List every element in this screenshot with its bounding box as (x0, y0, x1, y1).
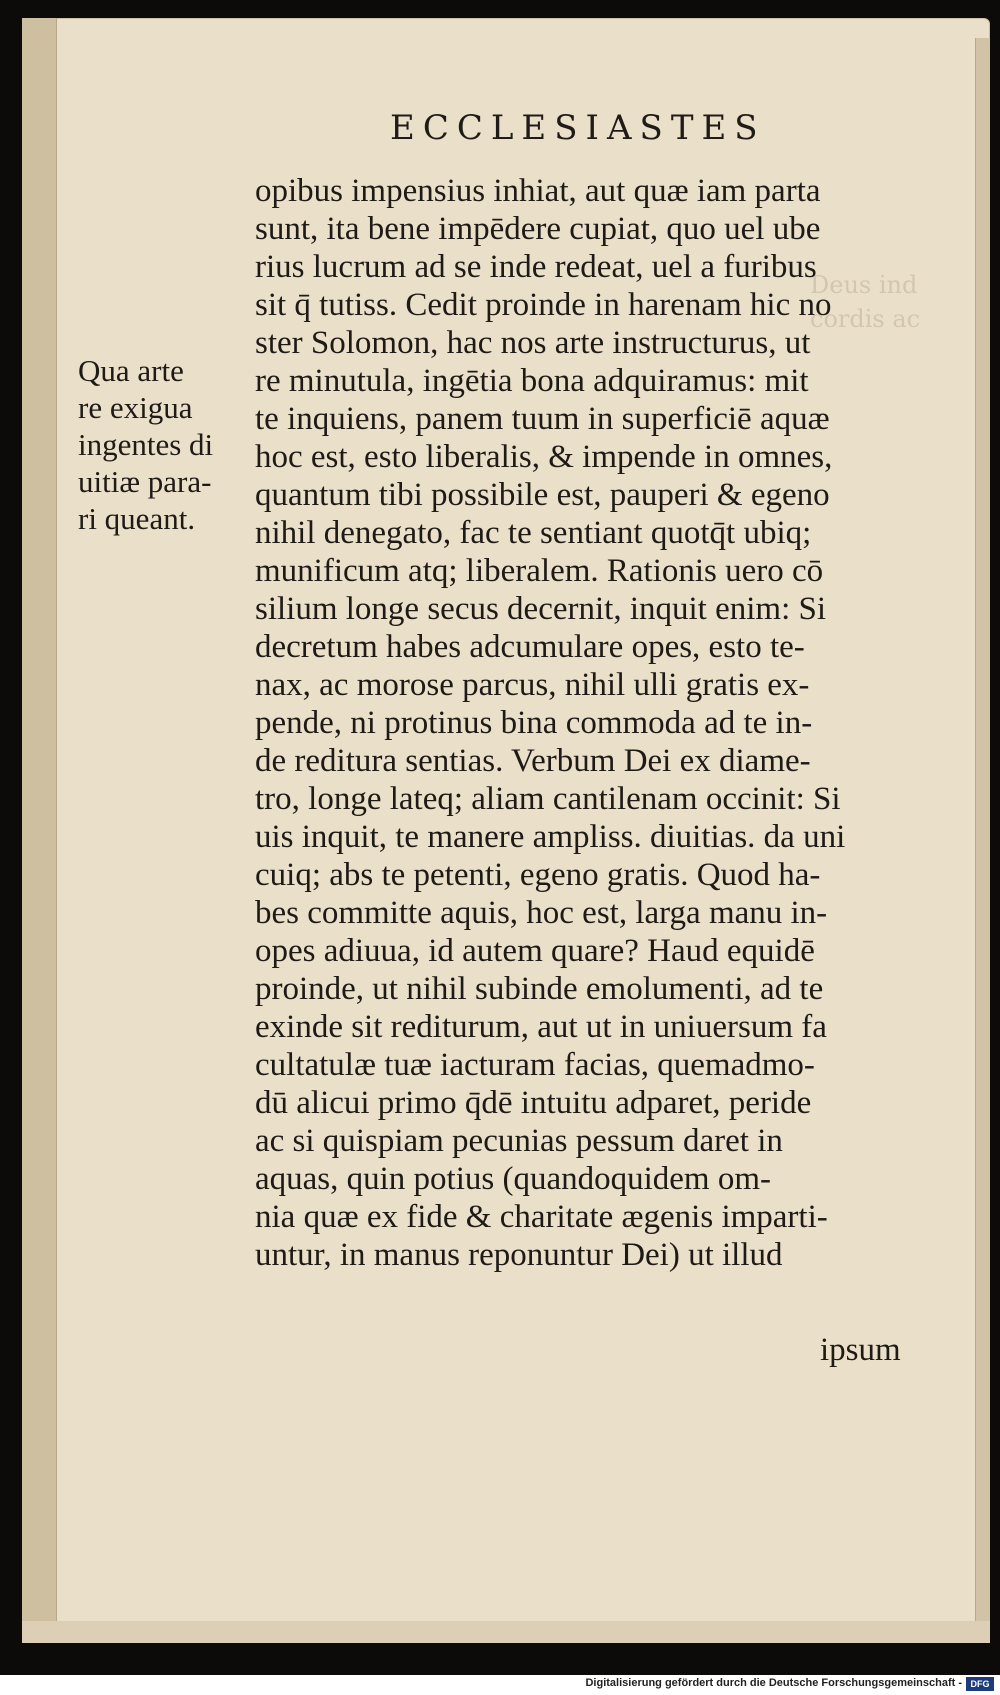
text-line: bes committe aquis, hoc est, larga manu in- (255, 895, 828, 931)
margin-line: Qua arte (78, 353, 184, 388)
marginal-note (78, 352, 248, 537)
text-line: quantum tibi possibile est, pauperi & egeno (255, 477, 830, 513)
ghost-line: Deus ind (810, 271, 918, 299)
text-line: aquas, quin potius (quandoquidem om- (255, 1161, 772, 1197)
text-line: opibus impensius inhiat, aut quæ iam parta (255, 173, 821, 209)
body-text (255, 172, 945, 1274)
page-edge (975, 38, 990, 1623)
text-line: nia quæ ex fide & charitate ægenis imparti- (255, 1199, 828, 1235)
text-line: nihil denegato, fac te sentiant quotq̄t ubiq; (255, 515, 812, 551)
text-line: opes adiuua, id autem quare? Haud equidē (255, 933, 815, 969)
funding-credit: Digitalisierung gefördert durch die Deutsche Forschungsgemeinschaft - (585, 1677, 962, 1689)
text-line: decretum habes adcumulare opes, esto te- (255, 629, 805, 665)
text-line: munificum atq; liberalem. Rationis uero cō (255, 553, 824, 589)
text-line: proinde, ut nihil subinde emolumenti, ad te (255, 971, 824, 1007)
text-line: exinde sit rediturum, aut ut in uniuersum fa (255, 1009, 827, 1045)
footer-bar (0, 1675, 1000, 1695)
text-line: pende, ni protinus bina commoda ad te in- (255, 705, 813, 741)
text-line: de reditura sentias. Verbum Dei ex diame- (255, 743, 811, 779)
text-line: sunt, ita bene impēdere cupiat, quo uel ube (255, 211, 821, 247)
dfg-logo-icon: DFG (966, 1677, 994, 1691)
margin-line: ri queant. (78, 501, 196, 536)
margin-line: re exigua (78, 390, 193, 425)
margin-line: uitiæ para- (78, 464, 212, 499)
text-line: uis inquit, te manere ampliss. diuitias. da uni (255, 819, 846, 855)
text-line: tro, longe lateq; aliam cantilenam occinit: Si (255, 781, 841, 817)
text-line: untur, in manus reponuntur Dei) ut illud (255, 1237, 783, 1273)
text-line: nax, ac morose parcus, nihil ulli gratis ex- (255, 667, 810, 703)
ghost-line: cordis ac (810, 305, 921, 333)
binding-gutter (22, 18, 57, 1643)
text-line: dū alicui primo q̄dē intuitu adparet, peride (255, 1085, 812, 1121)
text-line: ac si quispiam pecunias pessum daret in (255, 1123, 783, 1159)
text-line: ster Solomon, hac nos arte instructurus, ut (255, 325, 811, 361)
page-bottom-edge (22, 1621, 990, 1643)
margin-line: ingentes di (78, 427, 214, 462)
catchword: ipsum (820, 1332, 901, 1368)
text-line: hoc est, esto liberalis, & impende in omnes, (255, 439, 833, 475)
text-line: te inquiens, panem tuum in superficiē aquæ (255, 401, 830, 437)
text-line: re minutula, ingētia bona adquiramus: mit (255, 363, 809, 399)
text-line: sit q̄ tutiss. Cedit proinde in harenam hic no (255, 287, 832, 323)
text-line: cultatulæ tuæ iacturam facias, quemadmo- (255, 1047, 815, 1083)
text-line: cuiq; abs te petenti, egeno gratis. Quod ha- (255, 857, 821, 893)
text-line: rius lucrum ad se inde redeat, uel a furibus (255, 249, 817, 285)
running-header: ECCLESIASTES (390, 108, 766, 148)
text-line: silium longe secus decernit, inquit enim: Si (255, 591, 827, 627)
